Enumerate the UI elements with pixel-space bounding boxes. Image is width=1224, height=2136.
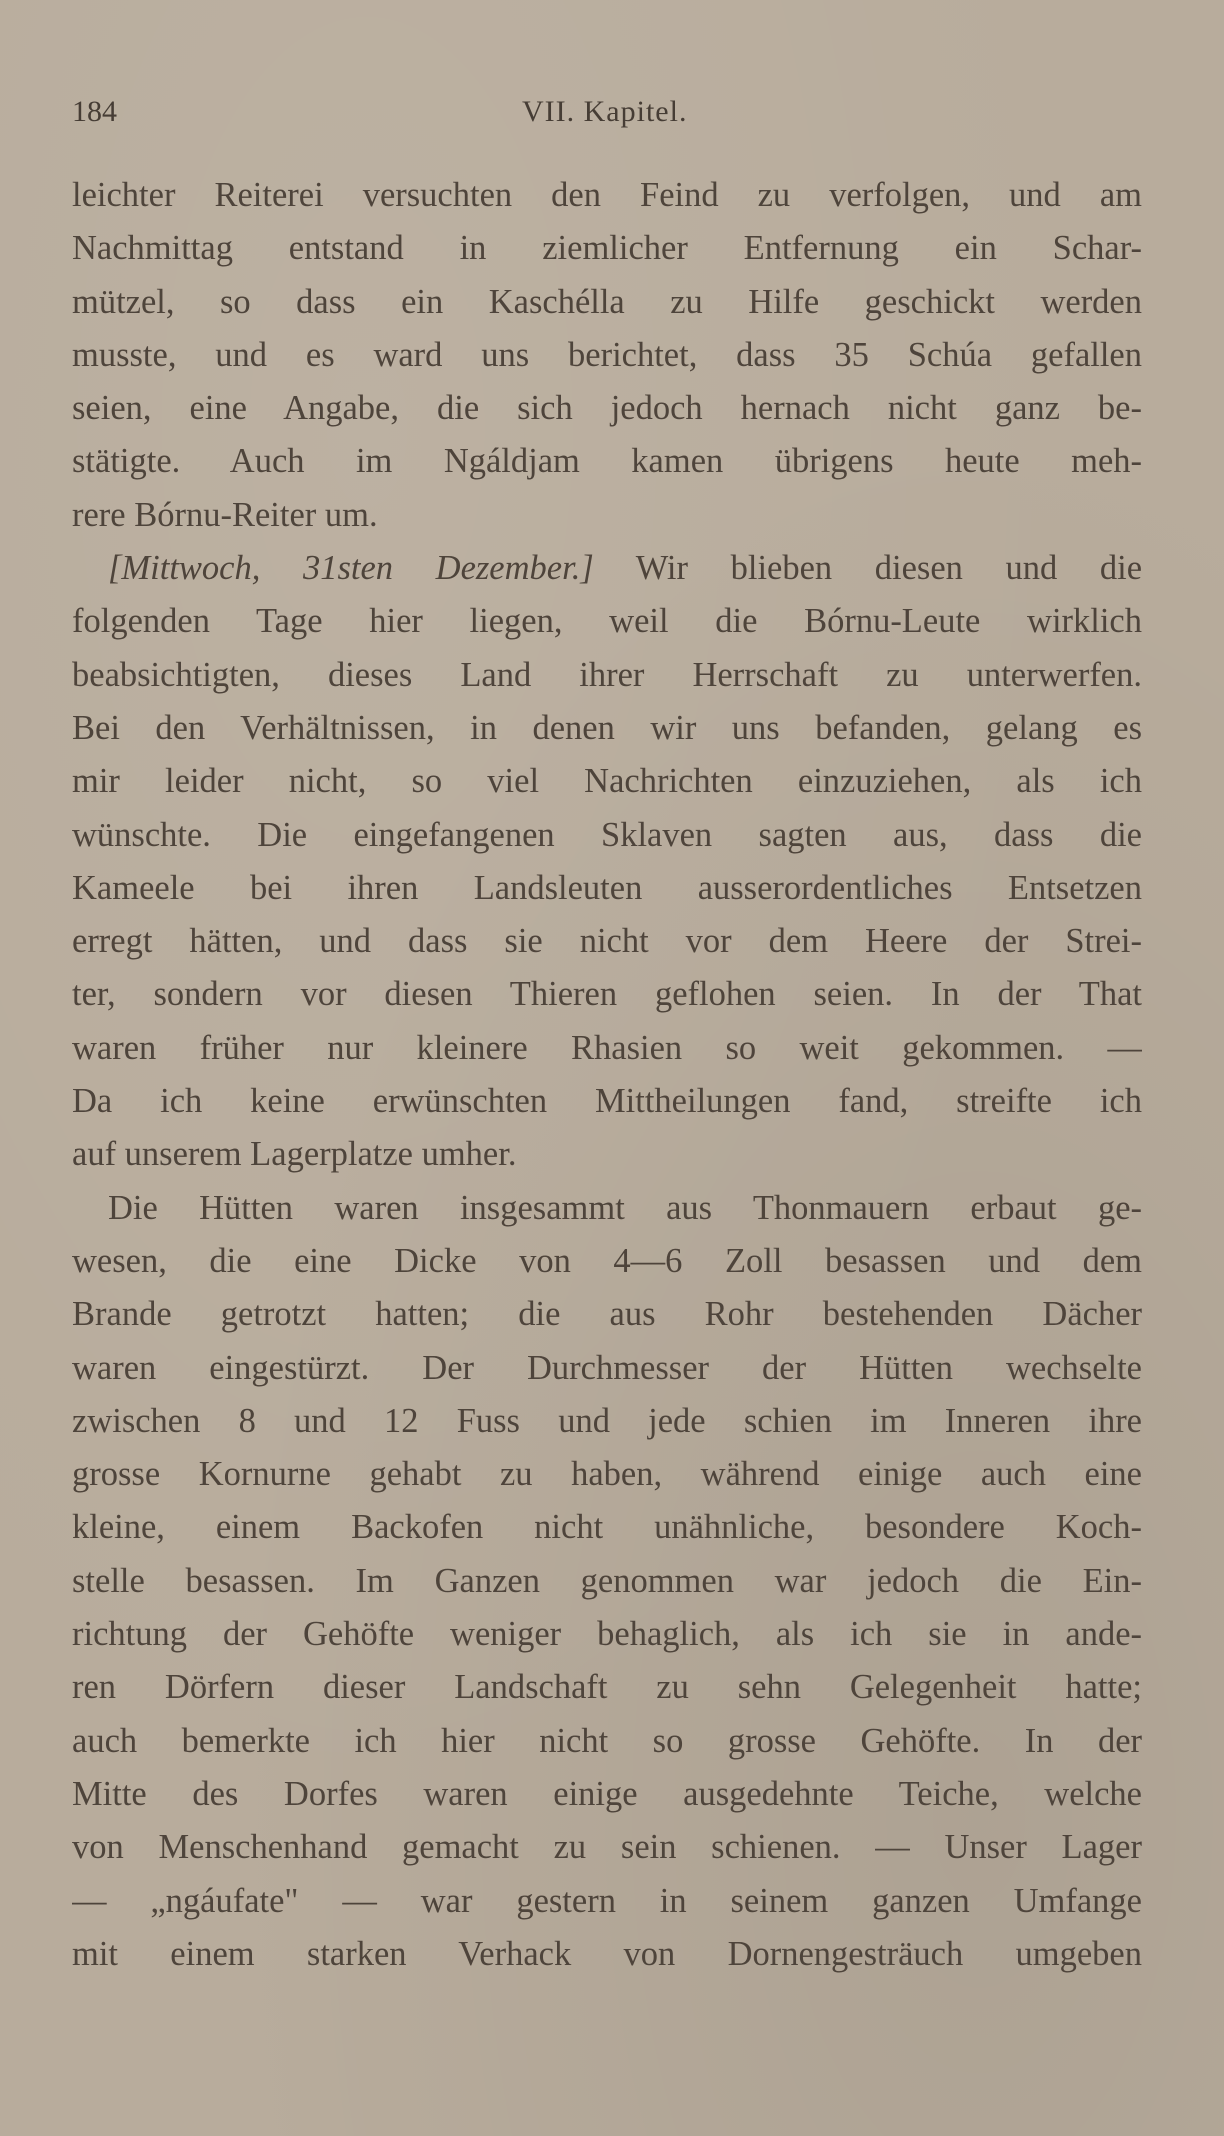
text-line: ter, sondern vor diesen Thieren geflohen seien. In der That	[72, 975, 1142, 1014]
text-line: Brande getrotzt hatten; die aus Rohr bestehenden Dächer	[72, 1295, 1142, 1334]
text-line: waren früher nur kleinere Rhasien so weit gekommen. —	[72, 1028, 1142, 1067]
text-line: stätigte. Auch im Ngáldjam kamen übrigens heute meh-	[72, 442, 1142, 481]
text-line: grosse Kornurne gehabt zu haben, während einige auch eine	[72, 1455, 1142, 1494]
text-line: leichter Reiterei versuchten den Feind zu verfolgen, und am	[72, 176, 1142, 214]
text-line: — „ngáufate" — war gestern in seinem ganzen Umfange	[72, 1881, 1142, 1920]
text-line: mit einem starken Verhack von Dornengesträuch umgeben	[72, 1934, 1142, 1973]
text-line: zwischen 8 und 12 Fuss und jede schien im Inneren ihre	[72, 1401, 1142, 1440]
text-line: wünschte. Die eingefangenen Sklaven sagten aus, dass die	[72, 815, 1142, 854]
text-line-rest: Wir blieben diesen und die	[593, 549, 1142, 588]
text-line: Die Hütten waren insgesammt aus Thonmauern erbaut ge-	[108, 1188, 1142, 1227]
body-text	[72, 169, 1142, 1981]
text-line: erregt hätten, und dass sie nicht vor dem Heere der Strei-	[72, 922, 1142, 961]
book-page	[72, 95, 1142, 1981]
running-head: VII. Kapitel.	[522, 95, 688, 128]
page-header	[72, 95, 1142, 145]
text-line: Da ich keine erwünschten Mittheilungen fand, streifte ich	[72, 1082, 1142, 1121]
text-line	[72, 542, 1142, 595]
text-line: folgenden Tage hier liegen, weil die Bórnu-Leute wirklich	[72, 602, 1142, 641]
text-line: Nachmittag entstand in ziemlicher Entfernung ein Schar-	[72, 229, 1142, 268]
text-line: Kameele bei ihren Landsleuten ausserordentliches Entsetzen	[72, 868, 1142, 907]
text-line: kleine, einem Backofen nicht unähnliche, besondere Koch-	[72, 1508, 1142, 1547]
date-marker: [Mittwoch, 31sten Dezember.]	[108, 549, 594, 588]
page-number: 184	[72, 95, 117, 128]
text-line: auf unserem Lagerplatze umher.	[72, 1135, 517, 1174]
text-line: stelle besassen. Im Ganzen genommen war jedoch die Ein-	[72, 1561, 1142, 1600]
text-line: wesen, die eine Dicke von 4—6 Zoll besassen und dem	[72, 1241, 1142, 1280]
text-line: mützel, so dass ein Kaschélla zu Hilfe geschickt werden	[72, 282, 1142, 321]
text-line: Bei den Verhältnissen, in denen wir uns befanden, gelang es	[72, 708, 1142, 747]
text-line: Mitte des Dorfes waren einige ausgedehnte Teiche, welche	[72, 1774, 1142, 1813]
text-line: seien, eine Angabe, die sich jedoch hernach nicht ganz be-	[72, 389, 1142, 428]
text-line: mir leider nicht, so viel Nachrichten einzuziehen, als ich	[72, 762, 1142, 801]
text-line: rere Bórnu-Reiter um.	[72, 495, 378, 534]
text-line: von Menschenhand gemacht zu sein schienen. — Unser Lager	[72, 1828, 1142, 1867]
text-line: ren Dörfern dieser Landschaft zu sehn Gelegenheit hatte;	[72, 1668, 1142, 1707]
text-line: waren eingestürzt. Der Durchmesser der Hütten wechselte	[72, 1348, 1142, 1387]
text-line: musste, und es ward uns berichtet, dass 35 Schúa gefallen	[72, 335, 1142, 374]
text-line: richtung der Gehöfte weniger behaglich, als ich sie in ande-	[72, 1615, 1142, 1654]
text-line: beabsichtigten, dieses Land ihrer Herrschaft zu unterwerfen.	[72, 655, 1142, 694]
text-line: auch bemerkte ich hier nicht so grosse Gehöfte. In der	[72, 1721, 1142, 1760]
